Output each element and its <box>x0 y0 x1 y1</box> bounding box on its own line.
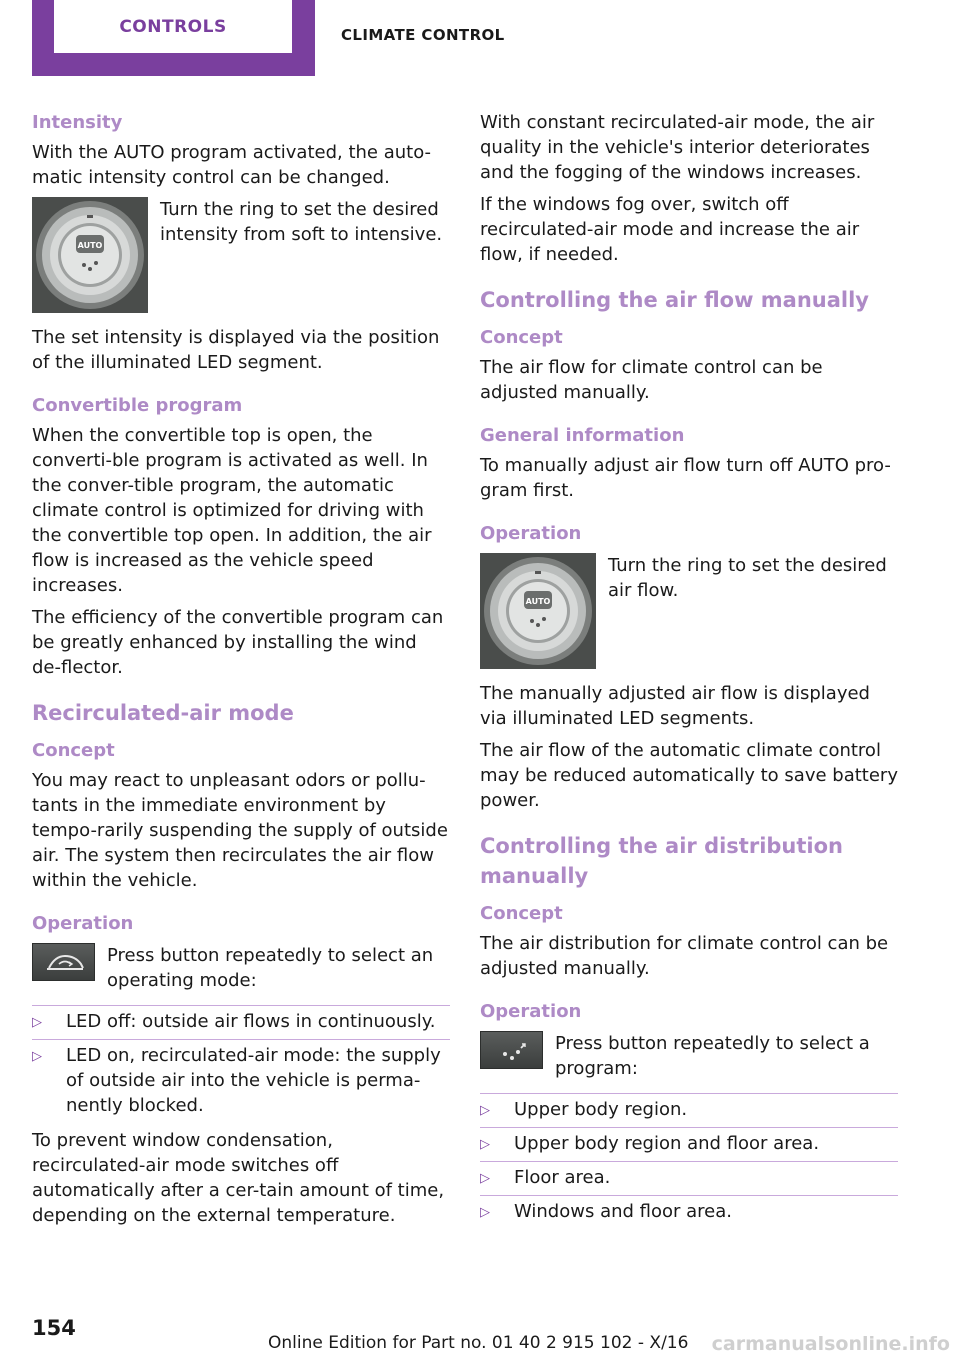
intensity-paragraph: With the AUTO program activated, the auto-matic intensity control can be changed. <box>32 142 432 188</box>
page-number: 154 <box>32 1316 76 1340</box>
recirc-figure <box>32 943 450 993</box>
recirculation-button-image <box>32 943 95 981</box>
left-column <box>32 110 450 1235</box>
climate-dial-image <box>32 197 148 313</box>
list-item: ▷ Upper body region and floor area. <box>480 1127 898 1161</box>
recirc-mode-list <box>32 1005 450 1122</box>
right-column <box>480 110 898 1235</box>
air-flow-figure <box>480 553 898 669</box>
intensity-figure <box>32 197 450 313</box>
convertible-heading: Convertible program <box>32 395 243 416</box>
triangle-bullet-icon: ▷ <box>32 1049 42 1064</box>
climate-dial-image <box>480 553 596 669</box>
air-flow-operation-heading: Operation <box>480 523 582 544</box>
distribution-concept-heading: Concept <box>480 903 563 924</box>
watermark: carmanualsonline.info <box>711 1333 950 1355</box>
air-distribution-heading: Controlling the air distribution manually <box>480 834 843 888</box>
general-information-heading: General information <box>480 425 685 446</box>
recirc-concept-paragraph: You may react to unpleasant odors or pollu-tants in the immediate environment by tempo-rarily suspending the supply of outside air. The system then recirculates the air flow within the vehicle. <box>32 770 448 891</box>
triangle-bullet-icon: ▷ <box>480 1205 490 1220</box>
general-information-paragraph: To manually adjust air flow turn off AUTO pro-gram first. <box>480 455 891 501</box>
recirc-quality-paragraph: With constant recirculated-air mode, the air quality in the vehicle's interior deteriorates and the fogging of the windows increases. <box>480 112 875 183</box>
air-flow-concept-paragraph: The air flow for climate control can be adjusted manually. <box>480 357 823 403</box>
recirc-concept-heading: Concept <box>32 740 115 761</box>
intensity-caption: Turn the ring to set the desired intensity from soft to intensive. <box>160 199 443 245</box>
air-flow-heading: Controlling the air flow manually <box>480 288 869 312</box>
triangle-bullet-icon: ▷ <box>480 1137 490 1152</box>
recirculated-air-heading: Recirculated-air mode <box>32 701 294 725</box>
distribution-caption: Press button repeatedly to select a program: <box>555 1033 870 1079</box>
air-flow-paragraph-2: The air flow of the automatic climate control may be reduced automatically to save battery power. <box>480 740 898 811</box>
air-flow-concept-heading: Concept <box>480 327 563 348</box>
chapter-tab-label: CONTROLS <box>54 0 292 53</box>
air-flow-paragraph: The manually adjusted air flow is displayed via illuminated LED segments. <box>480 683 870 729</box>
list-item: ▷ Upper body region. <box>480 1093 898 1127</box>
triangle-bullet-icon: ▷ <box>32 1015 42 1030</box>
distribution-concept-paragraph: The air distribution for climate control can be adjusted manually. <box>480 933 889 979</box>
section-title: CLIMATE CONTROL <box>341 26 505 44</box>
svg-text:AUTO: AUTO <box>77 241 103 250</box>
distribution-figure <box>480 1031 898 1081</box>
triangle-bullet-icon: ▷ <box>480 1103 490 1118</box>
distribution-operation-heading: Operation <box>480 1001 582 1022</box>
intensity-paragraph-2: The set intensity is displayed via the position of the illuminated LED segment. <box>32 327 440 373</box>
fog-paragraph: If the windows fog over, switch off recirculated-air mode and increase the air flow, if needed. <box>480 194 860 265</box>
convertible-paragraph: When the convertible top is open, the converti-ble program is activated as well. In the conver-tible program, the automatic climate control is optimized for driving with the convertible top open. In addition, the air flow is increased as the vehicle speed increases. <box>32 425 432 596</box>
convertible-paragraph-2: The efficiency of the convertible program can be greatly enhanced by installing the wind de-flector. <box>32 607 444 678</box>
distribution-program-list <box>480 1093 898 1229</box>
list-item: ▷ Floor area. <box>480 1161 898 1195</box>
triangle-bullet-icon: ▷ <box>480 1171 490 1186</box>
list-item: ▷ LED off: outside air flows in continuously. <box>32 1005 450 1039</box>
recirc-operation-heading: Operation <box>32 913 134 934</box>
recirc-caption: Press button repeatedly to select an operating mode: <box>107 945 434 991</box>
list-item: ▷ LED on, recirculated-air mode: the supply of outside air into the vehicle is perma-nently blocked. <box>32 1039 450 1122</box>
list-item: ▷ Windows and floor area. <box>480 1195 898 1229</box>
edition-footer: Online Edition for Part no. 01 40 2 915 102 - X/16 <box>268 1333 689 1353</box>
air-flow-caption: Turn the ring to set the desired air flow. <box>608 555 887 601</box>
intensity-heading: Intensity <box>32 112 123 133</box>
chapter-tab <box>32 0 315 76</box>
condensation-paragraph: To prevent window condensation, recirculated-air mode switches off automatically after a cer-tain amount of time, depending on the external temperature. <box>32 1130 445 1226</box>
air-distribution-button-image <box>480 1031 543 1069</box>
svg-text:AUTO: AUTO <box>525 597 551 606</box>
